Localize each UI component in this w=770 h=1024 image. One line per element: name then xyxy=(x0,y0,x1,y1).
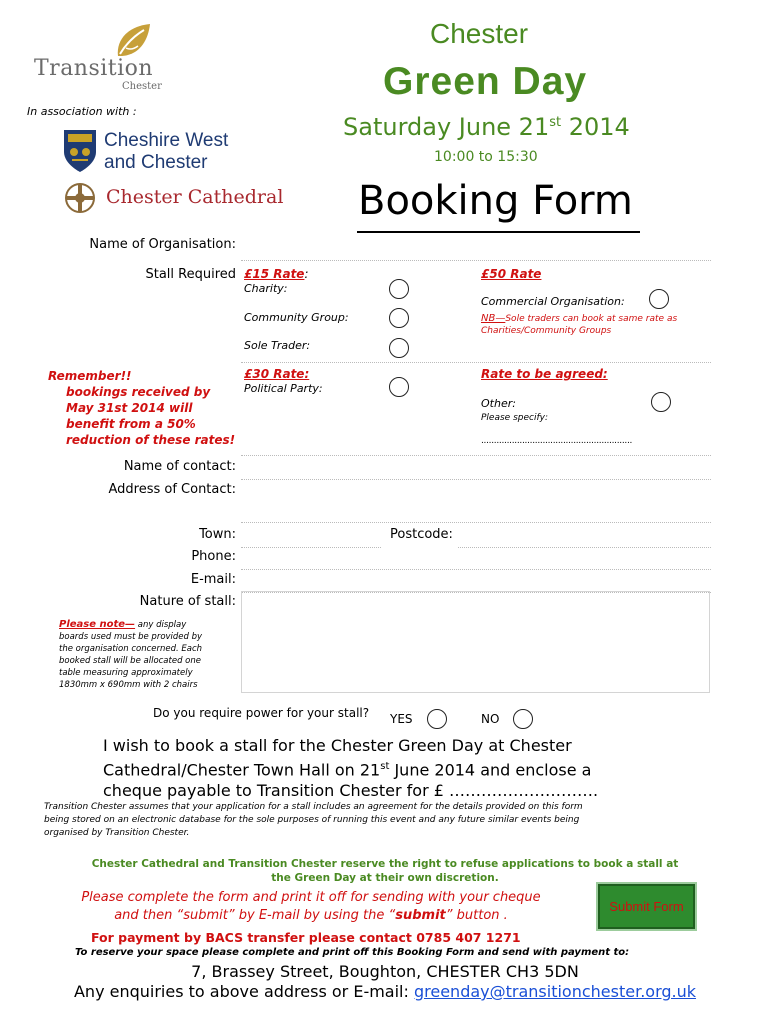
database-notice xyxy=(44,801,583,840)
form-title: Booking Form xyxy=(358,178,633,224)
remember-line-3: May 31st 2014 will xyxy=(66,401,193,415)
nb-prefix: NB— xyxy=(481,313,506,324)
transition-logo xyxy=(30,22,170,92)
event-date-year: 2014 xyxy=(561,113,630,141)
postcode-label: Postcode: xyxy=(390,527,453,542)
reserve-right-line-1: Chester Cathedral and Transition Chester reserve the right to refuse applications to book a stall at xyxy=(91,858,679,870)
remember-line-5: reduction of these rates! xyxy=(66,433,236,447)
cwac-logo xyxy=(62,126,252,178)
sole-trader-label: Sole Trader: xyxy=(244,339,311,352)
cwac-line1: Cheshire West xyxy=(104,130,229,151)
remember-line-1: Remember!! xyxy=(48,369,132,383)
bacs-notice: For payment by BACS transfer please contact 0785 407 1271 xyxy=(91,930,521,945)
rate15-colon: : xyxy=(304,267,309,281)
nb-text: Sole traders can book at same rate as xyxy=(505,314,678,324)
database-line-3: organised by Transition Chester. xyxy=(44,828,190,838)
cathedral-cross-icon xyxy=(64,182,96,214)
reserve-right-line-2: the Green Day at their own discretion. xyxy=(271,872,499,884)
title-green-day: Green Day xyxy=(383,60,588,103)
email-label: E-mail: xyxy=(190,572,236,587)
phone-label: Phone: xyxy=(191,549,236,564)
display-note-head: Please note— xyxy=(59,619,136,630)
nb-note-line2: Charities/Community Groups xyxy=(481,326,612,336)
power-no-radio[interactable] xyxy=(513,709,533,729)
nb-note xyxy=(481,313,677,324)
political-radio[interactable] xyxy=(389,377,409,397)
stall-label: Stall Required xyxy=(145,267,236,282)
commercial-radio[interactable] xyxy=(649,289,669,309)
complete-line-1: Please complete the form and print it off for sending with your cheque xyxy=(81,890,541,905)
rate-bottom-divider xyxy=(241,455,711,456)
rate30-heading: £30 Rate: xyxy=(244,367,310,381)
charity-radio[interactable] xyxy=(389,279,409,299)
cathedral-logo xyxy=(62,182,302,216)
booking-line-2a: Cathedral/Chester Town Hall on 21 xyxy=(103,760,381,780)
nature-label: Nature of stall: xyxy=(139,594,236,609)
cathedral-name: Chester Cathedral xyxy=(106,186,284,208)
power-no-label: NO xyxy=(481,712,500,726)
complete-line-2a: and then “submit” by E-mail by using the “ xyxy=(114,908,396,923)
booking-line-2b: June 2014 and enclose a xyxy=(389,760,592,780)
database-line-1: Transition Chester assumes that your application for a stall includes an agreement for the details provided on this form xyxy=(44,802,583,812)
display-note-line-3: the organisation concerned. Each xyxy=(59,644,203,654)
specify-field[interactable]: ........................................................... xyxy=(481,436,633,446)
booking-line-2-sup: st xyxy=(380,761,390,772)
sole-trader-radio[interactable] xyxy=(389,338,409,358)
cwac-line2: and Chester xyxy=(104,152,208,173)
shield-crest-icon xyxy=(62,128,98,174)
power-yes-label: YES xyxy=(390,712,413,726)
reserve-space-notice: To reserve your space please complete and print off this Booking Form and send with payment to: xyxy=(75,947,630,958)
complete-line-2b: ” button . xyxy=(445,908,508,923)
charity-label: Charity: xyxy=(244,282,288,295)
remember-line-2: bookings received by xyxy=(66,385,211,399)
address-label: Address of Contact: xyxy=(108,482,236,497)
rate-agreed-heading: Rate to be agreed: xyxy=(481,367,608,381)
postal-address: 7, Brassey Street, Boughton, CHESTER CH3 5DN xyxy=(191,962,579,981)
display-note-line-1-text: any display xyxy=(137,620,187,630)
association-text: In association with : xyxy=(27,105,137,118)
booking-line-3: cheque payable to Transition Chester for £ ………………………. xyxy=(103,781,599,801)
community-label: Community Group: xyxy=(244,311,349,324)
submit-form-button[interactable] xyxy=(596,882,697,931)
leaf-icon xyxy=(112,22,154,60)
reserve-right-notice xyxy=(40,857,730,885)
title-chester: Chester xyxy=(430,18,529,49)
database-line-2: being stored on an electronic database for the sole purposes of running this event and any future similar events being xyxy=(44,815,580,825)
event-date-sup: st xyxy=(549,115,562,130)
please-specify-label: Please specify: xyxy=(481,413,548,423)
contact-label: Name of contact: xyxy=(123,459,236,474)
complete-line-2 xyxy=(44,907,578,925)
display-note-line-4: booked stall will be allocated one xyxy=(59,656,201,666)
rate-divider xyxy=(241,362,711,363)
postcode-field[interactable] xyxy=(458,527,711,548)
political-label: Political Party: xyxy=(244,382,323,395)
event-times: 10:00 to 15:30 xyxy=(434,149,538,165)
power-yes-radio[interactable] xyxy=(427,709,447,729)
event-date xyxy=(343,113,630,141)
town-field[interactable] xyxy=(241,527,381,548)
community-radio[interactable] xyxy=(389,308,409,328)
transition-logo-word: Transition xyxy=(34,56,154,81)
booking-line-2 xyxy=(103,756,598,780)
rate50-heading: £50 Rate xyxy=(481,267,542,281)
commercial-label: Commercial Organisation: xyxy=(481,295,625,308)
nature-field[interactable] xyxy=(241,591,710,693)
event-date-main: Saturday June 21 xyxy=(343,113,550,141)
other-label: Other: xyxy=(481,397,516,410)
booking-line-1: I wish to book a stall for the Chester Green Day at Chester xyxy=(103,736,572,755)
form-title-underline xyxy=(357,231,640,233)
complete-instructions xyxy=(44,889,578,925)
transition-logo-sub: Chester xyxy=(122,81,162,92)
other-radio[interactable] xyxy=(651,392,671,412)
town-label: Town: xyxy=(199,527,236,542)
display-note xyxy=(59,619,239,691)
submit-form-label: Submit Form xyxy=(609,899,684,914)
enquiries-email-link[interactable]: greenday@transitionchester.org.uk xyxy=(413,982,697,1001)
org-label: Name of Organisation: xyxy=(89,237,236,252)
contact-field[interactable] xyxy=(241,459,711,480)
enquiries-line xyxy=(0,982,770,1001)
rate15-heading xyxy=(244,267,309,281)
org-field[interactable] xyxy=(241,240,711,261)
email-field[interactable] xyxy=(241,572,711,593)
phone-field[interactable] xyxy=(241,549,711,570)
remember-note xyxy=(48,368,235,448)
display-note-line-5: table measuring approximately xyxy=(59,668,193,678)
complete-submit-word: submit xyxy=(395,908,446,923)
enquiries-text: Any enquiries to above address or E-mail: xyxy=(73,982,414,1001)
display-note-line-6: 1830mm x 690mm with 2 chairs xyxy=(59,680,198,690)
display-note-line-1 xyxy=(59,619,239,631)
remember-line-4: benefit from a 50% xyxy=(66,417,196,431)
address-field[interactable] xyxy=(241,482,711,523)
booking-statement xyxy=(103,735,598,801)
rate15-label: £15 Rate xyxy=(244,267,305,281)
display-note-line-2: boards used must be provided by xyxy=(59,632,203,642)
power-question: Do you require power for your stall? xyxy=(153,706,370,720)
